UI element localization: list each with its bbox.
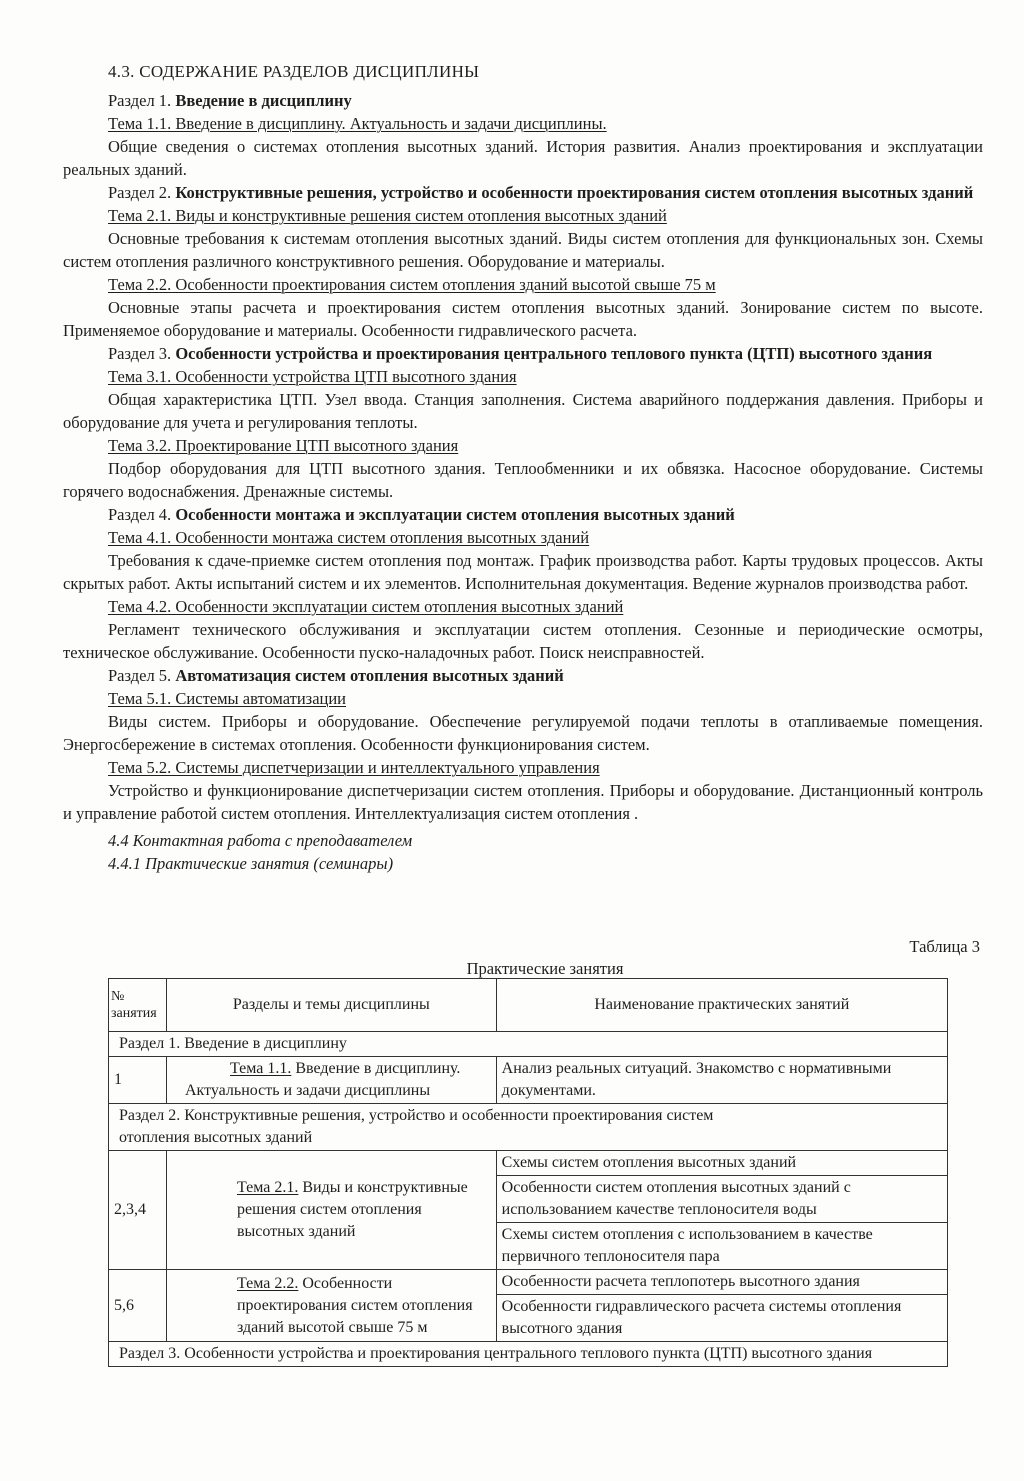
section-5-title: Автоматизация систем отопления высотных зданий xyxy=(175,666,564,685)
topic-3-1-text: Общая характеристика ЦТП. Узел ввода. Станция заполнения. Система аварийного поддержания давления. Приборы и оборудование для учета и регулирования теплоты. xyxy=(63,390,983,432)
table-note: Таблица 3 xyxy=(909,937,980,956)
topic-3-1-title: Тема 3.1. Особенности устройства ЦТП высотного здания xyxy=(108,367,517,386)
row-3-topic-text: Особенности проектирования систем отопления зданий высотой свыше 75 м xyxy=(236,1274,473,1336)
row-2-topic-text: Виды и конструктивные решения систем отопления высотных зданий xyxy=(236,1179,468,1240)
row-2-name-a: Схемы систем отопления высотных зданий xyxy=(496,1151,947,1176)
topic-5-2 xyxy=(108,756,983,779)
section-5 xyxy=(63,664,983,687)
topic-3-2-title: Тема 3.2. Проектирование ЦТП высотного здания xyxy=(108,436,459,455)
section-2 xyxy=(63,181,983,204)
section-3 xyxy=(63,342,983,365)
topic-1-1-title: Тема 1.1. Введение в дисциплину. Актуальность и задачи дисциплины. xyxy=(108,114,607,133)
row-1-name: Анализ реальных ситуаций. Знакомство с нормативными документами. xyxy=(496,1057,947,1104)
table-row xyxy=(109,1270,948,1295)
row-2-topic xyxy=(166,1151,496,1270)
section-2-title: Конструктивные решения, устройство и особенности проектирования систем отопления высотных зданий xyxy=(175,183,974,202)
section-4-title: Особенности монтажа и эксплуатации систем отопления высотных зданий xyxy=(175,505,735,524)
table-section-row xyxy=(109,1342,948,1367)
row-3-topic-label: Тема 2.2. xyxy=(236,1274,299,1292)
topic-2-1 xyxy=(108,204,983,227)
header-num: № занятия xyxy=(109,979,167,1032)
row-3-num: 5,6 xyxy=(109,1270,167,1342)
section-3-title: Особенности устройства и проектирования центрального теплового пункта (ЦТП) высотного здания xyxy=(175,344,933,363)
row-1-topic-text: Введение в дисциплину. Актуальность и задачи дисциплины xyxy=(184,1060,461,1099)
topic-4-2-text: Регламент технического обслуживания и эксплуатации систем отопления. Сезонные и периодические осмотры, техническое обслуживание. Особенности пуско-наладочных работ. Поиск неисправностей. xyxy=(63,620,983,662)
topic-4-1-title: Тема 4.1. Особенности монтажа систем отопления высотных зданий xyxy=(108,528,590,547)
section-4-label: Раздел 4. xyxy=(108,505,172,524)
topic-5-2-title: Тема 5.2. Системы диспетчеризации и интеллектуального управления xyxy=(108,758,600,777)
table-section-3: Раздел 3. Особенности устройства и проектирования центрального теплового пункта (ЦТП) высотного здания xyxy=(109,1342,948,1367)
row-2-name-b: Особенности систем отопления высотных зданий с использованием качестве теплоносителя воды xyxy=(496,1176,947,1223)
row-3-topic xyxy=(166,1270,496,1342)
topic-1-1 xyxy=(108,112,983,135)
topic-2-2 xyxy=(108,273,983,296)
topic-5-2-text: Устройство и функционирование диспетчеризации систем отопления. Приборы и оборудование. Дистанционный контроль и управление работой систем отопления. Интеллектуализация систем отопления . xyxy=(63,781,983,823)
topic-3-2 xyxy=(108,434,983,457)
row-3-name-a: Особенности расчета теплопотерь высотного здания xyxy=(496,1270,947,1295)
section-5-label: Раздел 5. xyxy=(108,666,172,685)
row-2-topic-label: Тема 2.1. xyxy=(236,1179,299,1196)
topic-2-1-title: Тема 2.1. Виды и конструктивные решения систем отопления высотных зданий xyxy=(108,206,667,225)
header-names: Наименование практических занятий xyxy=(496,979,947,1032)
topic-4-2-title: Тема 4.2. Особенности эксплуатации систем отопления высотных зданий xyxy=(108,597,624,616)
section-3-label: Раздел 3. xyxy=(108,344,172,363)
row-2-num: 2,3,4 xyxy=(109,1151,167,1270)
section-4 xyxy=(63,503,983,526)
section-contents xyxy=(63,60,983,875)
section-1-label: Раздел 1. xyxy=(108,91,172,110)
table-section-row xyxy=(109,1032,948,1057)
topic-2-2-text: Основные этапы расчета и проектирования систем отопления высотных зданий. Зонирование систем по высоте. Применяемое оборудование и материалы. Особенности гидравлического расчета. xyxy=(63,298,983,340)
row-2-name-c: Схемы систем отопления с использованием в качестве первичного теплоносителя пара xyxy=(496,1223,947,1270)
topic-3-1 xyxy=(108,365,983,388)
topic-4-1-text: Требования к сдаче-приемке систем отопления под монтаж. График производства работ. Карты трудовых процессов. Акты скрытых работ. Акты испытаний систем и их элементов. Исполнительная документация. Ведение журналов производства работ. xyxy=(63,551,983,593)
section-1 xyxy=(63,89,983,112)
subheading-4-4-1: 4.4.1 Практические занятия (семинары) xyxy=(108,854,394,873)
table-row xyxy=(109,1057,948,1104)
header-topics: Разделы и темы дисциплины xyxy=(166,979,496,1032)
table-row xyxy=(109,1151,948,1176)
table-section-2: Раздел 2. Конструктивные решения, устройство и особенности проектирования систем отопления высотных зданий xyxy=(109,1104,948,1151)
table-section-row xyxy=(109,1104,948,1151)
topic-5-1-text: Виды систем. Приборы и оборудование. Обеспечение регулируемой подачи теплоты в отапливаемые помещения. Энергосбережение в системах отопления. Особенности функционирования систем. xyxy=(63,712,983,754)
table-caption: Практические занятия xyxy=(466,959,624,978)
row-3-name-b: Особенности гидравлического расчета системы отопления высотного здания xyxy=(496,1295,947,1342)
subheading-4-4: 4.4 Контактная работа с преподавателем xyxy=(108,831,413,850)
topic-1-1-text: Общие сведения о системах отопления высотных зданий. История развития. Анализ проектирования и эксплуатации реальных зданий. xyxy=(63,137,983,179)
topic-5-1-title: Тема 5.1. Системы автоматизации xyxy=(108,689,347,708)
table-header-row xyxy=(109,979,948,1032)
practice-table xyxy=(108,978,948,1367)
table-section-1: Раздел 1. Введение в дисциплину xyxy=(109,1032,948,1057)
row-1-topic-label: Тема 1.1. xyxy=(229,1060,292,1077)
section-1-title: Введение в дисциплину xyxy=(175,91,352,110)
row-1-num: 1 xyxy=(109,1057,167,1104)
topic-5-1 xyxy=(108,687,983,710)
topic-3-2-text: Подбор оборудования для ЦТП высотного здания. Теплообменники и их обвязка. Насосное оборудование. Системы горячего водоснабжения. Дренажные системы. xyxy=(63,459,983,501)
topic-2-2-title: Тема 2.2. Особенности проектирования систем отопления зданий высотой свыше 75 м xyxy=(108,275,716,294)
page-heading: 4.3. СОДЕРЖАНИЕ РАЗДЕЛОВ ДИСЦИПЛИНЫ xyxy=(108,62,480,81)
section-2-label: Раздел 2. xyxy=(108,183,172,202)
topic-2-1-text: Основные требования к системам отопления высотных зданий. Виды систем отопления для функциональных зон. Схемы систем отопления различного конструктивного решения. Оборудование и материалы. xyxy=(63,229,983,271)
topic-4-1 xyxy=(108,526,983,549)
topic-4-2 xyxy=(108,595,983,618)
row-1-topic xyxy=(166,1057,496,1104)
